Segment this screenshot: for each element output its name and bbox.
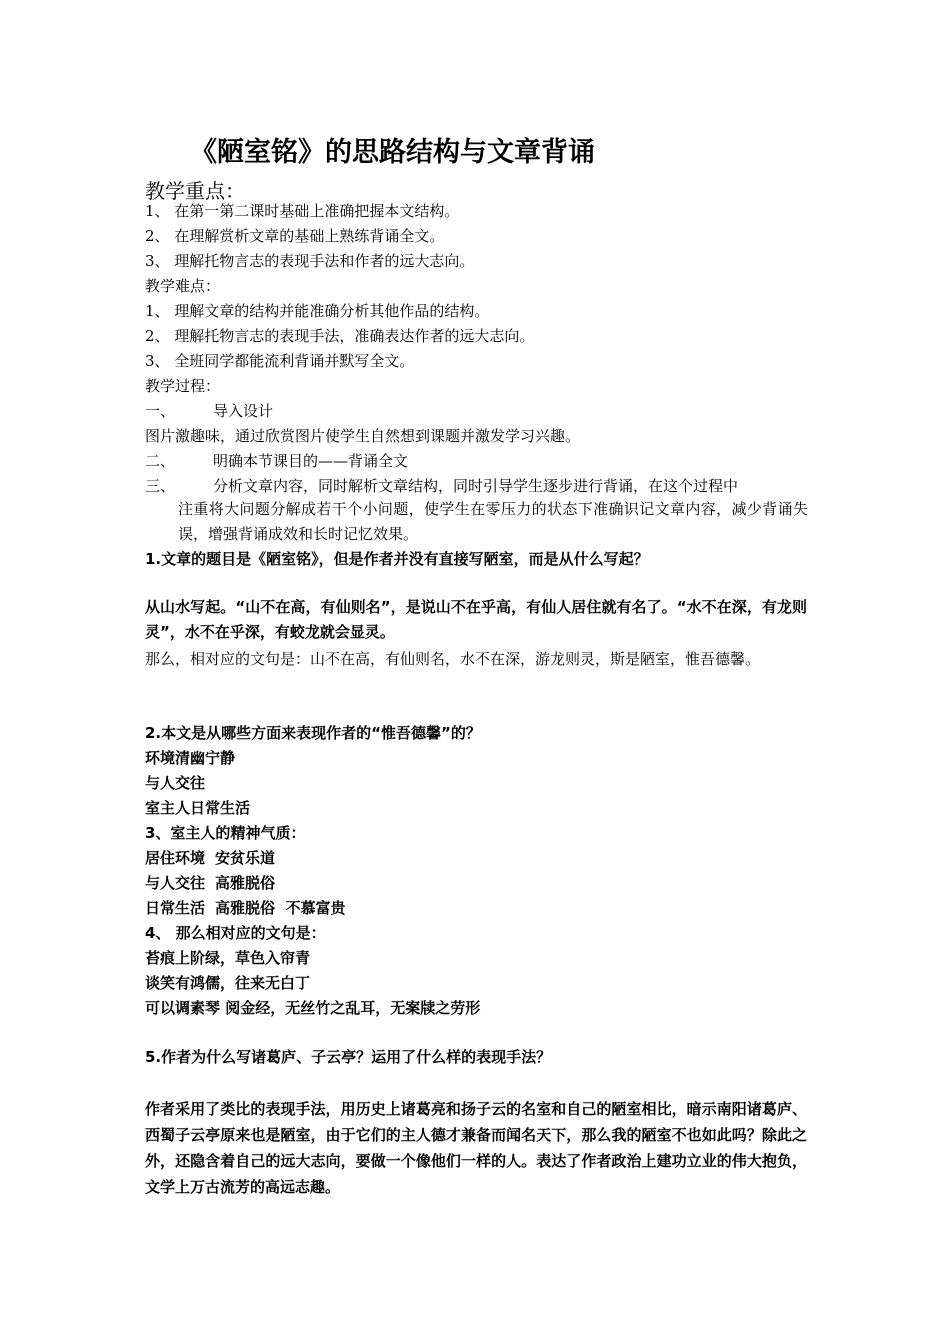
focus-heading: 教学重点：: [145, 179, 245, 203]
process-heading: 教学过程：: [145, 377, 221, 395]
question-4-item-2: 谈笑有鸿儒，往来无白丁: [145, 974, 311, 992]
page-title: 《陋室铭》的思路结构与文章背诵: [190, 137, 595, 168]
focus-item-1: 1、 在第一第二课时基础上准确把握本文结构。: [145, 202, 460, 220]
question-2-item-3: 室主人日常生活: [145, 799, 251, 817]
step-3-number: 三、: [145, 477, 176, 495]
question-5: 5.作者为什么写诸葛庐、子云亭？运用了什么样的表现手法？: [145, 1048, 552, 1066]
difficulty-item-2: 2、 理解托物言志的表现手法，准确表达作者的远大志向。: [145, 327, 535, 345]
step-1-number: 一、: [145, 402, 176, 420]
answer-1-followup: 那么，相对应的文句是：山不在高，有仙则名，水不在深，游龙则灵，斯是陋室，惟吾德馨。: [145, 650, 761, 668]
step-2-number: 二、: [145, 452, 176, 470]
question-3-item-3-quality: 高雅脱俗 不慕富贵: [215, 899, 346, 917]
answer-5: 作者采用了类比的表现手法，用历史上诸葛亮和扬子云的名室和自己的陋室相比，暗示南阳诸葛庐、西蜀子云亭原来也是陋室，由于它们的主人德才兼备而闻名天下，那么我的陋室不也如此吗？除此之外，还隐含着自己的远大志向，要做一个像他们一样的人。表达了作者政治上建功立业的伟大抱负，文学上万古流芳的高远志趣。: [145, 1100, 807, 1196]
question-4-item-1: 苔痕上阶绿，草色入帘青: [145, 949, 311, 967]
question-2-item-2: 与人交往: [145, 774, 206, 792]
question-3-item-1-quality: 安贫乐道: [215, 849, 276, 867]
question-3-item-2-quality: 高雅脱俗: [215, 874, 276, 892]
focus-item-2: 2、 在理解赏析文章的基础上熟练背诵全文。: [145, 227, 445, 245]
difficulty-item-1: 1、 理解文章的结构并能准确分析其他作品的结构。: [145, 302, 490, 320]
step-1-description: 图片激趣味，通过欣赏图片使学生自然想到课题并激发学习兴趣。: [145, 427, 581, 445]
question-4: 4、 那么相对应的文句是：: [145, 924, 326, 942]
step-2-text: 明确本节课目的——背诵全文: [213, 452, 409, 470]
question-2-item-1: 环境清幽宁静: [145, 749, 236, 767]
question-4-item-3: 可以调素琴 阅金经，无丝竹之乱耳，无案牍之劳形: [145, 999, 481, 1017]
question-2: 2.本文是从哪些方面来表现作者的“惟吾德馨”的？: [145, 724, 481, 742]
step-1: [145, 400, 273, 422]
step-3-text-first-line: 分析文章内容，同时解析文章结构，同时引导学生逐步进行背诵，在这个过程中: [213, 477, 739, 495]
question-3-item-3-aspect: 日常生活: [145, 899, 206, 917]
question-3: 3、室主人的精神气质：: [145, 824, 306, 842]
question-3-item-1-aspect: 居住环境: [145, 849, 206, 867]
question-3-item-2: [145, 872, 275, 894]
difficulty-heading: 教学难点：: [145, 277, 221, 295]
question-3-item-1: [145, 847, 275, 869]
question-1: 1.文章的题目是《陋室铭》，但是作者并没有直接写陋室，而是从什么写起？: [145, 550, 649, 568]
question-3-item-2-aspect: 与人交往: [145, 874, 206, 892]
step-3: [145, 475, 738, 497]
difficulty-item-3: 3、 全班同学都能流利背诵并默写全文。: [145, 352, 415, 370]
step-3-text-continued: 注重将大问题分解成若干个小问题，使学生在零压力的状态下准确识记文章内容，减少背诵失误，增强背诵成效和长时记忆效果。: [178, 500, 808, 543]
question-3-item-3: [145, 897, 345, 919]
step-2: [145, 450, 408, 472]
focus-item-3: 3、 理解托物言志的表现手法和作者的远大志向。: [145, 252, 475, 270]
step-1-text: 导入设计: [213, 402, 274, 420]
answer-1: 从山水写起。“山不在高，有仙则名”，是说山不在乎高，有仙人居住就有名了。“水不在深，有龙则灵”，水不在乎深，有蛟龙就会显灵。: [145, 598, 807, 641]
